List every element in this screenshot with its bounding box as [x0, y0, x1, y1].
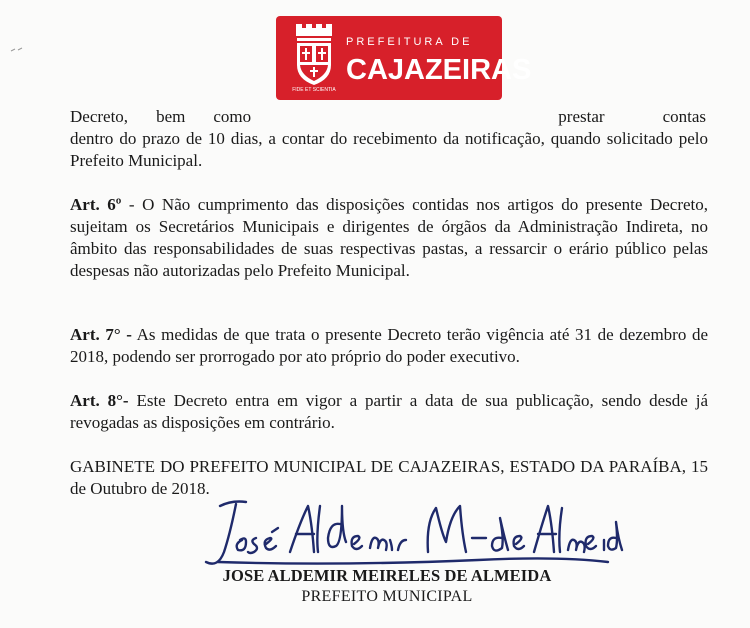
paragraph-prestacao-contas [70, 106, 708, 172]
city-crest-icon [292, 20, 336, 96]
article-7 [70, 324, 708, 368]
article-8 [70, 390, 708, 434]
article-7-text: As medidas de que trata o presente Decreto terão vigência até 31 de dezembro de 2018, podendo ser prorrogado por ato próprio do poder executivo. [70, 325, 708, 366]
article-7-label: Art. 7° - [70, 325, 132, 344]
article-6-label: Art. 6º [70, 195, 122, 214]
signature-block [190, 494, 630, 624]
paragraph-first-line [70, 106, 708, 128]
word: prestar [558, 107, 605, 126]
article-8-label: Art. 8°- [70, 391, 129, 410]
word: como [213, 107, 252, 126]
article-8-text: Este Decreto entra em vigor a partir a data de sua publicação, sendo desde já revogadas as disposições em contrário. [70, 391, 708, 432]
signatory-title: PREFEITO MUNICIPAL [301, 588, 473, 605]
paragraph-text: dentro do prazo de 10 dias, a contar do recebimento da notificação, quando solicitado pelo Prefeito Municipal. [70, 129, 708, 170]
word: Decreto, [70, 107, 129, 126]
logo-prefeitura-de: PREFEITURA DE [346, 36, 473, 48]
logo-motto: FIDE ET SCIENTIA [292, 87, 336, 93]
word: contas [662, 107, 706, 126]
word: bem [156, 107, 186, 126]
signatory-name: JOSE ALDEMIR MEIRELES DE ALMEIDA [222, 566, 552, 585]
closing-statement: GABINETE DO PREFEITO MUNICIPAL DE CAJAZEIRAS, ESTADO DA PARAÍBA, 15 de Outubro de 2018. [70, 457, 708, 498]
article-6-text: - O Não cumprimento das disposições contidas nos artigos do presente Decreto, sujeitam os Secretários Municipais e dirigentes de órgãos da Administração Indireta, no âmbito das responsabilidades de suas respectivas pastas, a ressarcir o erário público pelas despesas não autorizadas pelo Prefeito Municipal. [70, 195, 708, 280]
logo-city-name: CAJAZEIRAS [346, 54, 532, 86]
prefeitura-logo [276, 16, 532, 100]
scan-speck [10, 40, 24, 46]
article-6 [70, 194, 708, 282]
